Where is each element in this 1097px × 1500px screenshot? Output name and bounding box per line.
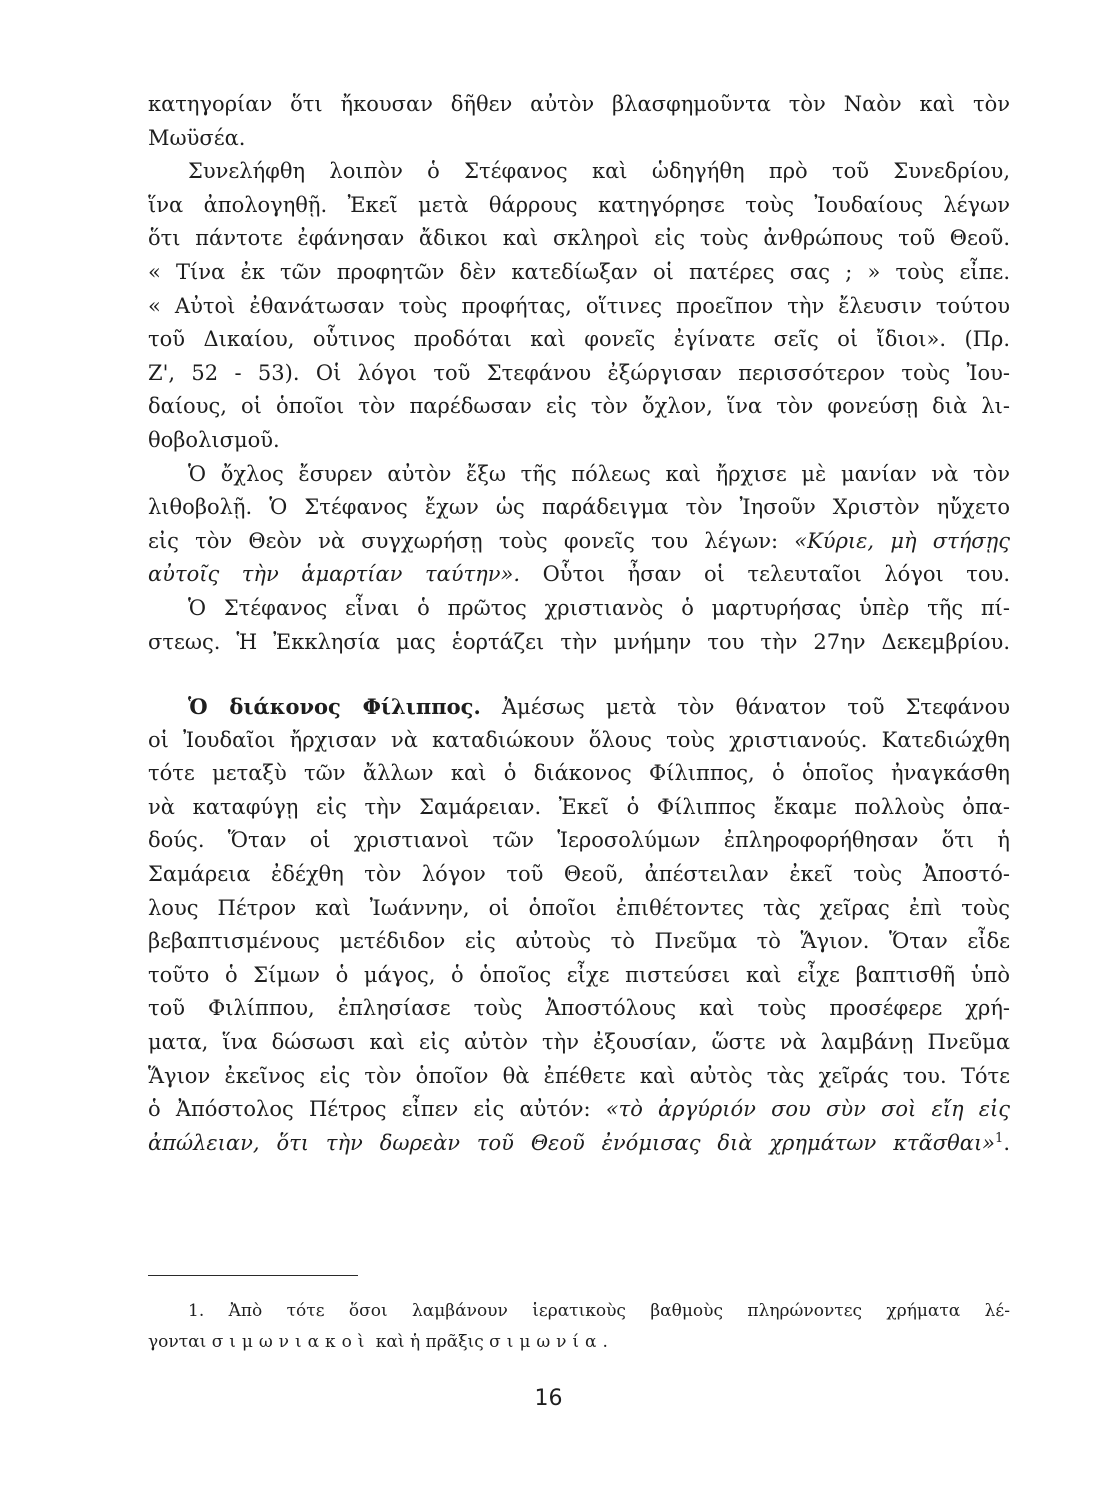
text-line: δούς. Ὅταν οἱ χριστιανοὶ τῶν Ἱεροσολύμων ἐπληροφορήθησαν ὅτι ἡ [148,828,1010,853]
text-line: Σαμάρεια ἐδέχθη τὸν λόγον τοῦ Θεοῦ, ἀπέστειλαν ἐκεῖ τοὺς Ἀποστό- [148,862,1010,887]
text-line [148,525,1010,559]
text-line [148,1093,1010,1127]
paragraph-gap [148,659,1010,690]
text-line: στεως. Ἡ Ἐκκλησία μας ἑορτάζει τὴν μνήμην του τὴν 27ην Δεκεμβρίου. [148,629,1010,654]
section-heading: Ὁ διάκονος Φίλιππος. [188,694,481,720]
text-line: ματα, ἵνα δώσωσι καὶ εἰς αὐτὸν τὴν ἐξουσίαν, ὥστε νὰ λαμβάνῃ Πνεῦμα [148,1030,1010,1055]
text-line: « Τίνα ἐκ τῶν προφητῶν δὲν κατεδίωξαν οἱ πατέρες σας ; » τοὺς εἶπε. [148,259,1010,284]
footnote [148,1296,1010,1358]
section-heading-line [148,690,1010,724]
text-line: ἵνα ἀπολογηθῇ. Ἐκεῖ μετὰ θάρρους κατηγόρησε τοὺς Ἰουδαίους λέγων [148,192,1010,217]
text-line: Μωϋσέα. [148,125,246,150]
text-line: τότε μεταξὺ τῶν ἄλλων καὶ ὁ διάκονος Φίλιππος, ὁ ὁποῖος ἠναγκάσθη [148,761,1010,786]
text-run: . [602,1332,608,1352]
text-line: τοῦ Φιλίππου, ἐπλησίασε τοὺς Ἀποστόλους καὶ τοὺς προσέφερε χρή- [148,996,1010,1021]
text-line: τοῦ Δικαίου, οὗτινος προδόται καὶ φονεῖς ἐγίνατε σεῖς οἱ ἴδιοι». (Πρ. [148,327,1010,352]
text-line: Ζ', 52 - 53). Οἱ λόγοι τοῦ Στεφάνου ἐξώργισαν περισσότερον τοὺς Ἰου- [148,360,1010,385]
text-line: νὰ καταφύγῃ εἰς τὴν Σαμάρειαν. Ἐκεῖ ὁ Φίλιππος ἔκαμε πολλοὺς ὀπα- [148,794,1010,819]
quote-italic: «Κύριε, μὴ στήσῃς [794,528,1010,553]
text-line: δαίους, οἱ ὁποῖοι τὸν παρέδωσαν εἰς τὸν ὄχλον, ἵνα τὸν φονεύσῃ διὰ λι- [148,394,1010,419]
text-line: οἱ Ἰουδαῖοι ἤρχισαν νὰ καταδιώκουν ὅλους τοὺς χριστιανούς. Κατεδιώχθη [148,727,1010,752]
text-line: Ἅγιον ἐκεῖνος εἰς τὸν ὁποῖον θὰ ἐπέθετε καὶ αὐτὸς τὰς χεῖράς του. Τότε [148,1063,1010,1088]
page-number: 16 [534,1386,563,1411]
text-run: καὶ ἡ πρᾶξις [370,1332,490,1352]
text-line: λους Πέτρον καὶ Ἰωάννην, οἱ ὁποῖοι ἐπιθέτοντες τὰς χεῖρας ἐπὶ τοὺς [148,895,1010,920]
text-run: . [1003,1130,1010,1155]
footnote-line: 1. Ἀπὸ τότε ὅσοι λαμβάνουν ἱερατικοὺς βαθμοὺς πληρώνοντες χρήματα λέ- [188,1301,1010,1321]
page-body [148,88,1010,1160]
spaced-word: σιμωνιακοὶ [211,1332,371,1352]
quote-italic: ἀπώλειαν, ὅτι τὴν δωρεὰν τοῦ Θεοῦ ἐνόμισας διὰ χρημάτων κτᾶσθαι» [148,1130,996,1155]
text-line: τοῦτο ὁ Σίμων ὁ μάγος, ὁ ὁποῖος εἶχε πιστεύσει καὶ εἶχε βαπτισθῆ ὑπὸ [148,962,1010,987]
text-line: κατηγορίαν ὅτι ἤκουσαν δῆθεν αὐτὸν βλασφημοῦντα τὸν Ναὸν καὶ τὸν [148,92,1010,116]
text-run: γονται [148,1332,212,1352]
text-line: Ὁ Στέφανος εἶναι ὁ πρῶτος χριστιανὸς ὁ μαρτυρήσας ὑπὲρ τῆς πί- [188,595,1010,620]
text-line: Ὁ ὄχλος ἔσυρεν αὐτὸν ἔξω τῆς πόλεως καὶ ἤρχισε μὲ μανίαν νὰ τὸν [188,461,1010,486]
text-run: εἰς τὸν Θεὸν νὰ συγχωρήσῃ τοὺς φονεῖς του λέγων: [148,528,795,553]
text-line: Συνελήφθη λοιπὸν ὁ Στέφανος καὶ ὡδηγήθη πρὸ τοῦ Συνεδρίου, [188,159,1010,184]
text-run: Οὗτοι ἦσαν οἱ τελευταῖοι λόγοι του. [520,562,1010,587]
text-line [148,558,1010,592]
spaced-word: σιμωνία [489,1332,603,1352]
quote-italic: «τὸ ἀργύριόν σου σὺν σοὶ εἴη εἰς [605,1097,1010,1122]
footnote-marker: 1 [995,1130,1004,1146]
text-line [148,1127,1010,1161]
footnote-line [148,1327,1010,1358]
text-line: βεβαπτισμένους μετέδιδον εἰς αὐτοὺς τὸ Πνεῦμα τὸ Ἅγιον. Ὅταν εἶδε [148,929,1010,954]
text-line: « Αὐτοὶ ἐθανάτωσαν τοὺς προφήτας, οἵτινες προεῖπον τὴν ἔλευσιν τούτου [148,293,1010,318]
text-line: λιθοβολῇ. Ὁ Στέφανος ἔχων ὡς παράδειγμα τὸν Ἰησοῦν Χριστὸν ηὔχετο [148,495,1010,520]
quote-italic: αὐτοῖς τὴν ἁμαρτίαν ταύτην». [148,562,521,587]
text-line: ὅτι πάντοτε ἐφάνησαν ἄδικοι καὶ σκληροὶ εἰς τοὺς ἀνθρώπους τοῦ Θεοῦ. [148,226,1010,251]
footnote-rule [148,1275,358,1276]
text-line: θοβολισμοῦ. [148,427,280,452]
text-run: Ἀμέσως μετὰ τὸν θάνατον τοῦ Στεφάνου [480,695,1010,720]
text-run: ὁ Ἀπόστολος Πέτρος εἶπεν εἰς αὐτόν: [148,1097,606,1122]
